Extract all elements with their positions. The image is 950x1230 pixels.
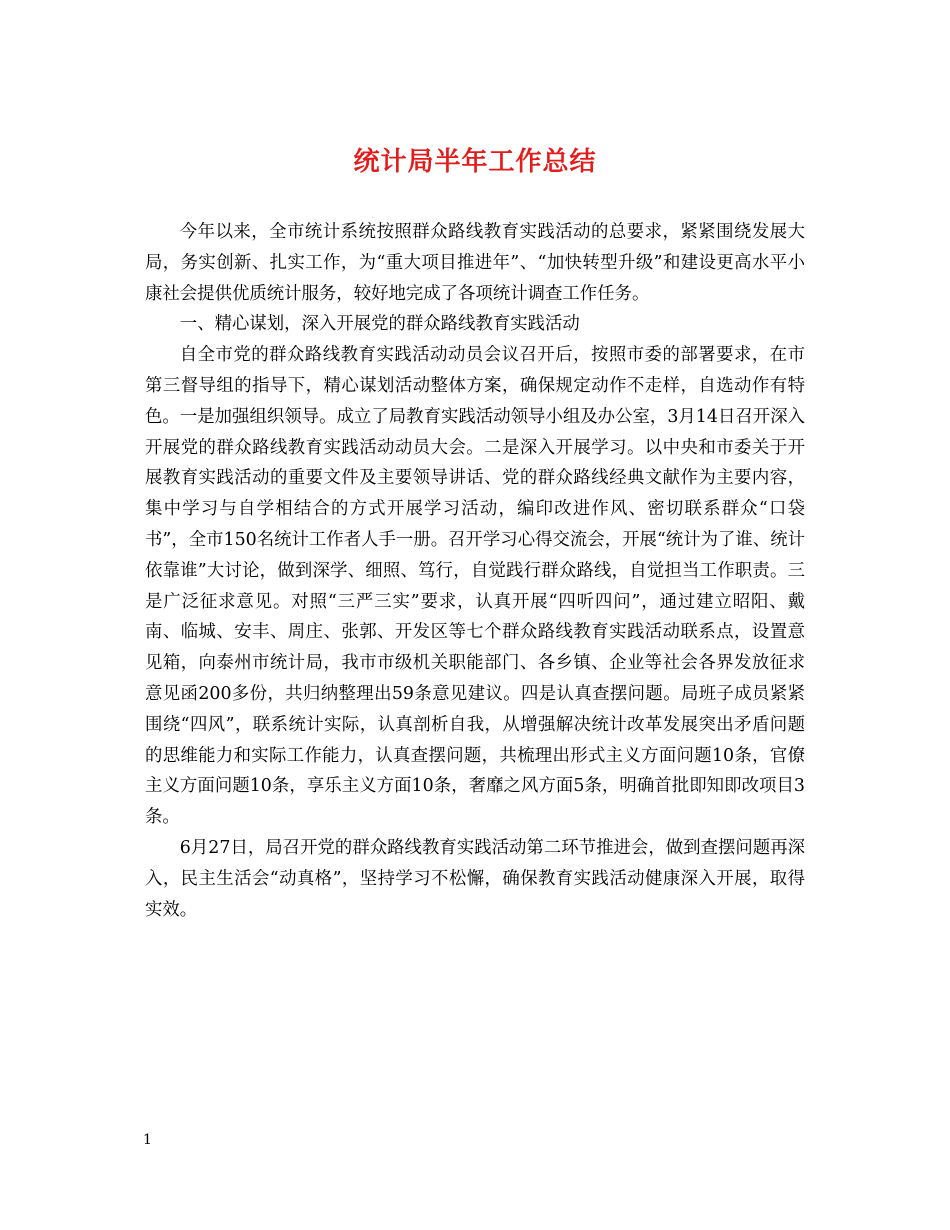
paragraph-intro: 今年以来，全市统计系统按照群众路线教育实践活动的总要求，紧紧围绕发展大局，务实创新、扎实工作，为“重大项目推进年”、“加快转型升级”和建设更高水平小康社会提供优质统计服务，较好地完成了各项统计调查工作任务。 <box>145 222 805 304</box>
document-body <box>145 217 805 925</box>
paragraph-june-meeting: 6月27日，局召开党的群众路线教育实践活动第二环节推进会，做到查摆问题再深入，民主生活会“动真格”，坚持学习不松懈，确保教育实践活动健康深入开展，取得实效。 <box>145 837 805 920</box>
document-title: 统计局半年工作总结 <box>353 147 597 177</box>
page-number: 1 <box>143 1132 152 1148</box>
section-heading-1: 一、精心谋划，深入开展党的群众路线教育实践活动 <box>179 314 580 335</box>
paragraph-activities: 自全市党的群众路线教育实践活动动员会议召开后，按照市委的部署要求，在市第三督导组的指导下，精心谋划活动整体方案，确保规定动作不走样，自选动作有特色。一是加强组织领导。成立了局教育实践活动领导小组及办公室，3月14日召开深入开展党的群众路线教育实践活动动员大会。二是深入开展学习。以中央和市委关于开展教育实践活动的重要文件及主要领导讲话、党的群众路线经典文献作为主要内容，集中学习与自学相结合的方式开展学习活动，编印改进作风、密切联系群众“口袋书”，全市150名统计工作者人手一册。召开学习心得交流会，开展“统计为了谁、统计依靠谁”大讨论，做到深学、细照、笃行，自觉践行群众路线，自觉担当工作职责。三是广泛征求意见。对照“三严三实”要求，认真开展“四听四问”，通过建立昭阳、戴南、临城、安丰、周庄、张郭、开发区等七个群众路线教育实践活动联系点，设置意见箱，向泰州市统计局，我市市级机关职能部门、各乡镇、企业等社会各界发放征求意见函200多份，共归纳整理出59条意见建议。四是认真查摆问题。局班子成员紧紧围绕“四风”，联系统计实际，认真剖析自我，从增强解决统计改革发展突出矛盾问题的思维能力和实际工作能力，认真查摆问题，共梳理出形式主义方面问题10条，官僚主义方面问题10条，享乐主义方面10条，奢靡之风方面5条，明确首批即知即改项目3条。 <box>145 345 805 828</box>
